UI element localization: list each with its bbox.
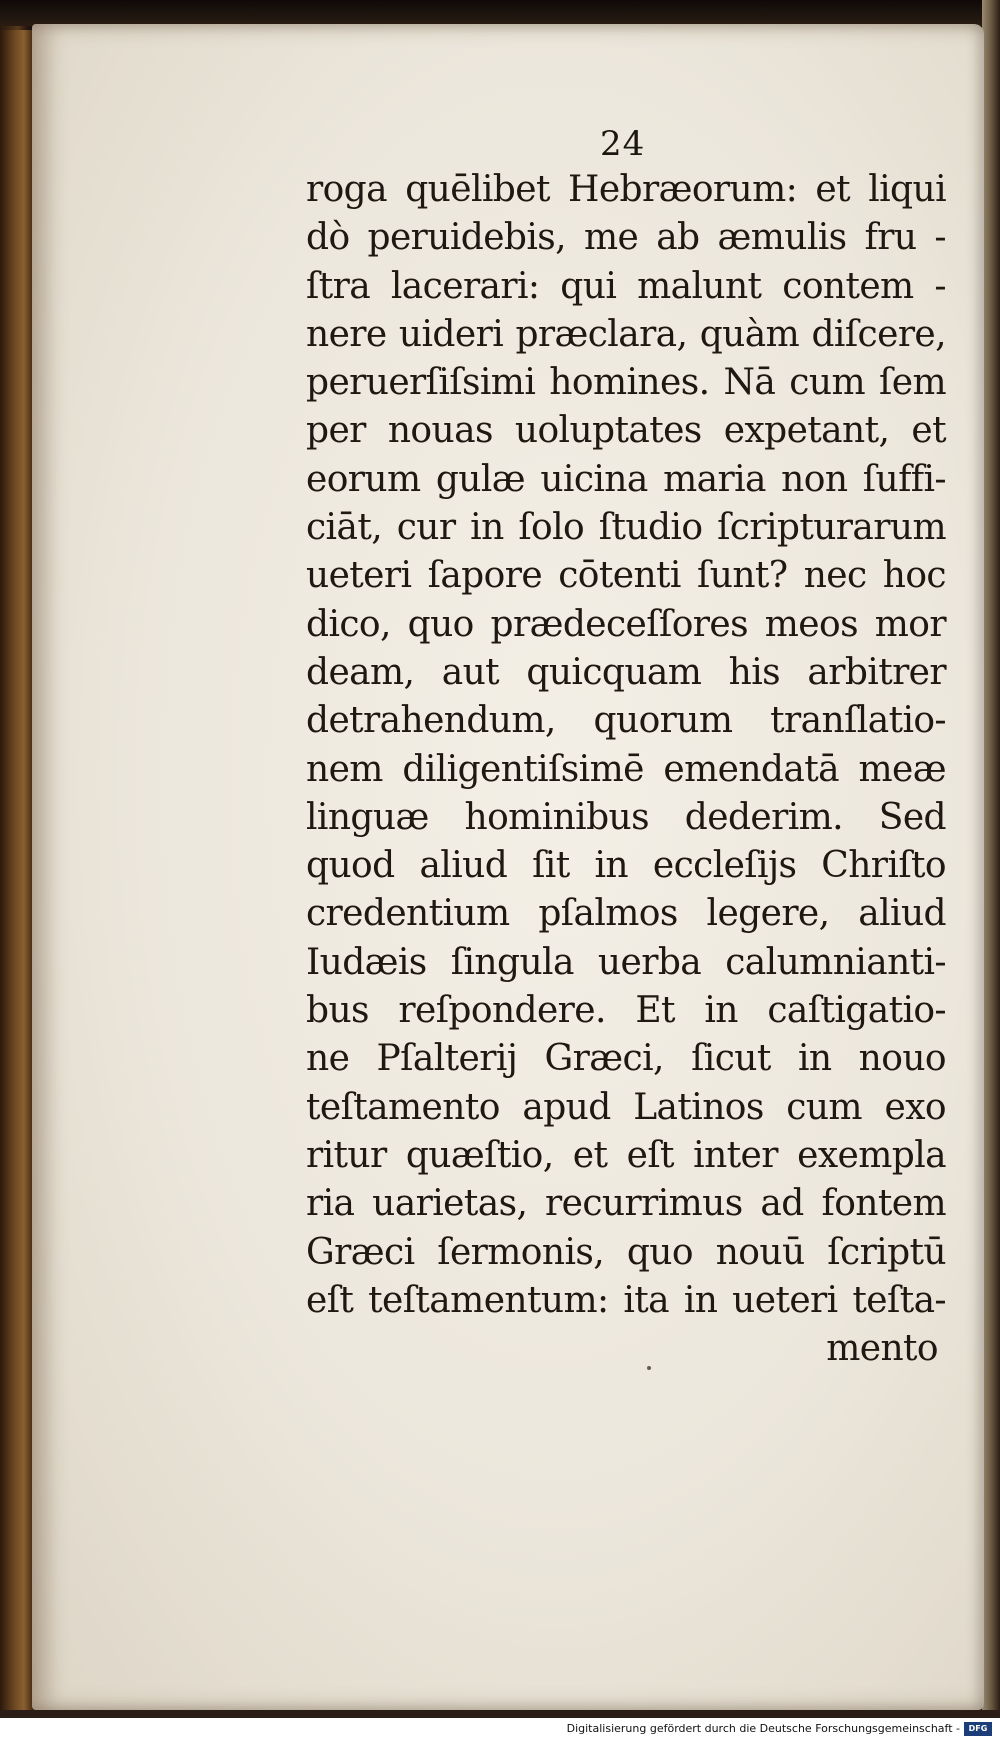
text-line: ſtra lacerari: qui malunt contem - [306, 265, 946, 307]
dfg-logo: DFG [964, 1722, 992, 1736]
text-line: dò peruidebis, me ab æmulis fru - [306, 217, 946, 259]
book-right-edge [982, 0, 1000, 1745]
page-number: 24 [600, 124, 646, 164]
text-line: peruerſiſsimi homines. Nā cum ſem [306, 362, 946, 404]
text-line: eſt teſtamentum: ita in ueteri teſta- [306, 1279, 946, 1321]
page-text-block [306, 166, 946, 1373]
text-line: per nouas uoluptates expetant, et [306, 410, 946, 452]
text-line: linguæ hominibus dederim. Sed [306, 796, 946, 838]
text-line: eorum gulæ uicina maria non ſuffi- [306, 458, 946, 500]
text-line: nere uideri præclara, quàm diſcere, [306, 313, 946, 355]
text-line: dico, quo prædeceſſores meos mor [306, 603, 946, 645]
text-line: roga quēlibet Hebræorum: et liqui [306, 169, 946, 210]
text-line: ueteri ſapore cōtenti ſunt? nec hoc [306, 555, 946, 597]
text-line: quod aliud ſit in eccleſijs Chriſto [306, 845, 946, 887]
text-line: bus reſpondere. Et in caſtigatio- [306, 990, 946, 1032]
text-line: teſtamento apud Latinos cum exo [306, 1086, 946, 1128]
book-bottom-edge [0, 1710, 1000, 1718]
book-top-edge [0, 0, 1000, 26]
text-line: ria uarietas, recurrimus ad fontem [306, 1183, 946, 1225]
book-spine [0, 30, 34, 1720]
text-line: ritur quæſtio, et eſt inter exempla [306, 1134, 946, 1176]
digitization-credit: Digitalisierung gefördert durch die Deutsche Forschungsgemeinschaft - [566, 1722, 960, 1735]
text-line: detrahendum, quorum tranſlatio- [306, 700, 946, 742]
text-line: Iudæis ſingula uerba calumnianti- [306, 941, 946, 983]
paper-speck [647, 1366, 651, 1370]
text-line: nem diligentiſsimē emendatā meæ [306, 748, 946, 790]
text-line: Græci ſermonis, quo nouū ſcriptū [306, 1231, 946, 1273]
text-line: mento [826, 1328, 938, 1370]
text-line: ne Pſalterij Græci, ſicut in nouo [306, 1038, 946, 1080]
text-line: ciāt, cur in ſolo ſtudio ſcripturarum [306, 507, 946, 549]
text-line: credentium pſalmos legere, aliud [306, 893, 946, 935]
text-line: deam, aut quicquam his arbitrer [306, 651, 946, 693]
